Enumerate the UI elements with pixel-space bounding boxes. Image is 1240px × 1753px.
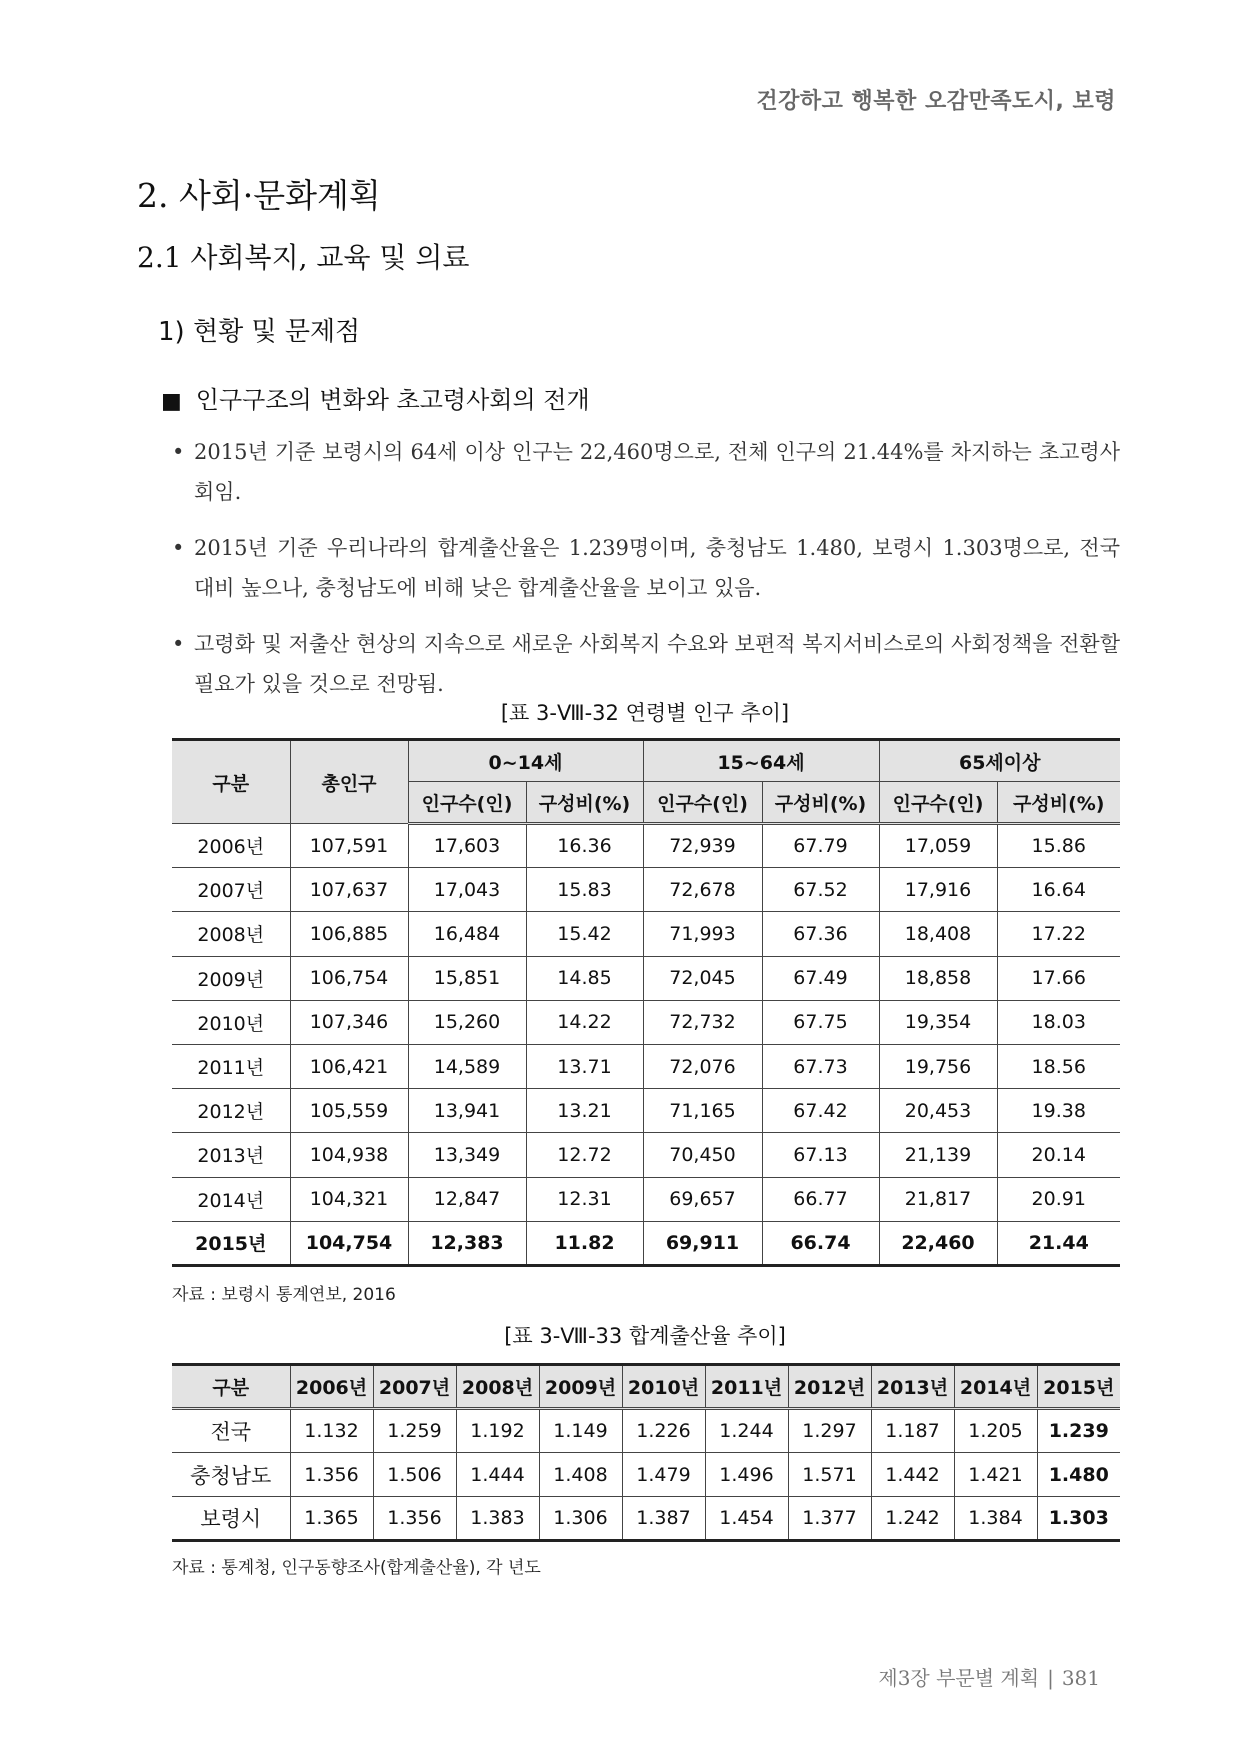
table-cell: 1.506 [373,1453,456,1497]
header-population: 인구수(인) [408,782,526,824]
table-cell: 106,421 [290,1044,408,1088]
table-cell: 69,911 [643,1221,762,1265]
table-cell: 16.64 [997,868,1120,912]
table-cell: 1.479 [622,1453,705,1497]
header-year: 2011년 [705,1365,788,1409]
table-cell: 17.66 [997,956,1120,1000]
table1-caption: [표 3-Ⅷ-32 연령별 인구 추이] [500,701,790,725]
row-year: 2015년 [172,1221,290,1265]
table-cell: 1.242 [871,1497,954,1541]
header-division: 구분 [172,1365,290,1409]
table-cell: 1.356 [290,1453,373,1497]
table-cell: 21,139 [879,1133,997,1177]
table-cell: 21.44 [997,1221,1120,1265]
table-cell: 12.31 [526,1177,643,1221]
table-cell: 1.377 [788,1497,871,1541]
header-group-0-14: 0~14세 [408,740,643,782]
table-cell: 72,678 [643,868,762,912]
table-row [172,1497,1120,1541]
table-row [172,1089,1120,1133]
table-row [172,1133,1120,1177]
table-cell: 1.187 [871,1409,954,1453]
table-cell: 104,938 [290,1133,408,1177]
table-cell: 67.73 [762,1044,879,1088]
table-cell: 15,260 [408,1000,526,1044]
table-cell: 19,756 [879,1044,997,1088]
table-cell: 67.75 [762,1000,879,1044]
table-cell: 105,559 [290,1089,408,1133]
table-cell: 1.408 [539,1453,622,1497]
row-year: 2007년 [172,868,290,912]
table-row [172,1000,1120,1044]
header-ratio: 구성비(%) [526,782,643,824]
table-cell: 1.226 [622,1409,705,1453]
table-cell: 1.387 [622,1497,705,1541]
table-cell: 67.52 [762,868,879,912]
table-cell: 18,858 [879,956,997,1000]
table-cell: 13,349 [408,1133,526,1177]
table-cell: 12,847 [408,1177,526,1221]
row-year: 2012년 [172,1089,290,1133]
header-year: 2006년 [290,1365,373,1409]
table-cell: 71,165 [643,1089,762,1133]
table-row [172,1177,1120,1221]
table-cell: 1.571 [788,1453,871,1497]
header-ratio: 구성비(%) [762,782,879,824]
table-row [172,1221,1120,1265]
table-cell: 16,484 [408,912,526,956]
header-group-65-plus: 65세이상 [879,740,1120,782]
table-cell: 1.444 [456,1453,539,1497]
table-row [172,1044,1120,1088]
table2-source: 자료 : 통계청, 인구동향조사(합계출산율), 각 년도 [172,1558,541,1578]
footer-chapter: 제3장 부문별 계획 [878,1666,1040,1690]
header-year: 2007년 [373,1365,456,1409]
table-cell: 1.454 [705,1497,788,1541]
footer-separator: | [1047,1666,1054,1690]
row-year: 2014년 [172,1177,290,1221]
header-population: 인구수(인) [643,782,762,824]
table-cell: 1.149 [539,1409,622,1453]
subsection-heading: 2.1 사회복지, 교육 및 의료 [137,241,470,274]
bullet-item: • 2015년 기준 우리나라의 합계출산율은 1.239명이며, 충청남도 1.480, 보령시 1.303명으로, 전국 대비 높으나, 충청남도에 비해 낮은 합계출산율을 보이고 있음. [172,528,1120,608]
header-year: 2013년 [871,1365,954,1409]
running-header: 건강하고 행복한 오감만족도시, 보령 [756,89,1116,114]
table-cell: 1.297 [788,1409,871,1453]
table-cell: 1.239 [1037,1409,1120,1453]
table-cell: 15.42 [526,912,643,956]
sub-topic-heading [161,380,590,415]
row-year: 2011년 [172,1044,290,1088]
population-by-age-table [172,738,1120,1267]
header-total-population: 총인구 [290,740,408,824]
table-cell: 13.71 [526,1044,643,1088]
square-bullet-icon: ■ [161,389,182,414]
table-cell: 17,916 [879,868,997,912]
table-row [172,1453,1120,1497]
header-population: 인구수(인) [879,782,997,824]
table-cell: 19,354 [879,1000,997,1044]
table-cell: 20.91 [997,1177,1120,1221]
table-cell: 67.13 [762,1133,879,1177]
table-cell: 1.303 [1037,1497,1120,1541]
table-cell: 71,993 [643,912,762,956]
table-cell: 106,754 [290,956,408,1000]
table-cell: 1.306 [539,1497,622,1541]
row-year: 2009년 [172,956,290,1000]
table-row [172,824,1120,868]
table-cell: 1.192 [456,1409,539,1453]
table-cell: 67.79 [762,824,879,868]
table-cell: 22,460 [879,1221,997,1265]
table-cell: 17,059 [879,824,997,868]
table-cell: 1.480 [1037,1453,1120,1497]
table-cell: 18.03 [997,1000,1120,1044]
table-cell: 20,453 [879,1089,997,1133]
page-number: 381 [1061,1666,1100,1690]
table-cell: 67.49 [762,956,879,1000]
table-cell: 104,321 [290,1177,408,1221]
bullet-item: • 고령화 및 저출산 현상의 지속으로 새로운 사회복지 수요와 보편적 복지서비스로의 사회정책을 전환할 필요가 있을 것으로 전망됨. [172,624,1120,704]
table-cell: 14.22 [526,1000,643,1044]
table-cell: 1.259 [373,1409,456,1453]
table-cell: 1.384 [954,1497,1037,1541]
row-region: 보령시 [172,1497,290,1541]
fertility-rate-table [172,1363,1120,1542]
table-cell: 13.21 [526,1089,643,1133]
table-cell: 66.74 [762,1221,879,1265]
row-year: 2008년 [172,912,290,956]
table-cell: 107,591 [290,824,408,868]
row-region: 충청남도 [172,1453,290,1497]
row-year: 2013년 [172,1133,290,1177]
table-cell: 66.77 [762,1177,879,1221]
table-cell: 67.36 [762,912,879,956]
table-cell: 104,754 [290,1221,408,1265]
table1-source: 자료 : 보령시 통계연보, 2016 [172,1285,396,1305]
table-cell: 15.86 [997,824,1120,868]
table-row [172,868,1120,912]
topic-heading: 1) 현황 및 문제점 [158,317,361,347]
bullet-list [172,432,1120,720]
header-ratio: 구성비(%) [997,782,1120,824]
header-year: 2014년 [954,1365,1037,1409]
table-cell: 18.56 [997,1044,1120,1088]
table2-caption: [표 3-Ⅷ-33 합계출산율 추이] [504,1324,786,1348]
table-cell: 1.356 [373,1497,456,1541]
table-cell: 1.365 [290,1497,373,1541]
table-cell: 15.83 [526,868,643,912]
page-footer [878,1662,1100,1691]
table-cell: 72,732 [643,1000,762,1044]
table-cell: 17,603 [408,824,526,868]
bullet-item: • 2015년 기준 보령시의 64세 이상 인구는 22,460명으로, 전체 인구의 21.44%를 차지하는 초고령사회임. [172,432,1120,512]
table-cell: 16.36 [526,824,643,868]
table-cell: 1.421 [954,1453,1037,1497]
table-cell: 17.22 [997,912,1120,956]
header-year: 2009년 [539,1365,622,1409]
table-cell: 12,383 [408,1221,526,1265]
table-cell: 107,346 [290,1000,408,1044]
sub-topic-text: 인구구조의 변화와 초고령사회의 전개 [195,386,590,414]
table-cell: 72,939 [643,824,762,868]
table-row [172,1409,1120,1453]
table-cell: 1.442 [871,1453,954,1497]
table-cell: 70,450 [643,1133,762,1177]
row-year: 2010년 [172,1000,290,1044]
table-cell: 1.132 [290,1409,373,1453]
table-cell: 19.38 [997,1089,1120,1133]
table-cell: 1.496 [705,1453,788,1497]
table-cell: 20.14 [997,1133,1120,1177]
table-cell: 14.85 [526,956,643,1000]
header-division: 구분 [172,740,290,824]
table-cell: 14,589 [408,1044,526,1088]
table-cell: 17,043 [408,868,526,912]
table-cell: 1.205 [954,1409,1037,1453]
table-cell: 106,885 [290,912,408,956]
header-year: 2015년 [1037,1365,1120,1409]
header-group-15-64: 15~64세 [643,740,879,782]
table-cell: 67.42 [762,1089,879,1133]
row-region: 전국 [172,1409,290,1453]
table-cell: 21,817 [879,1177,997,1221]
table-cell: 107,637 [290,868,408,912]
header-year: 2010년 [622,1365,705,1409]
table-cell: 15,851 [408,956,526,1000]
header-year: 2012년 [788,1365,871,1409]
section-heading: 2. 사회·문화계획 [137,176,381,215]
table-row [172,956,1120,1000]
table-cell: 13,941 [408,1089,526,1133]
row-year: 2006년 [172,824,290,868]
header-year: 2008년 [456,1365,539,1409]
table-cell: 69,657 [643,1177,762,1221]
table-cell: 1.244 [705,1409,788,1453]
table-cell: 18,408 [879,912,997,956]
table-cell: 12.72 [526,1133,643,1177]
table-cell: 72,076 [643,1044,762,1088]
table-cell: 11.82 [526,1221,643,1265]
table-cell: 72,045 [643,956,762,1000]
table-cell: 1.383 [456,1497,539,1541]
table-row [172,912,1120,956]
